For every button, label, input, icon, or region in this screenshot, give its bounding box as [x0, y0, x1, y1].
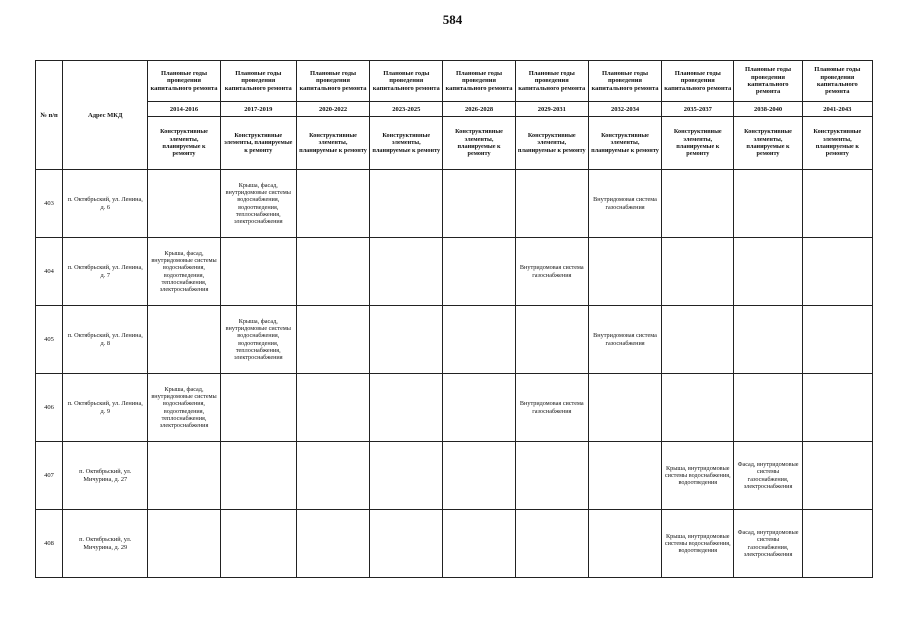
table-row — [36, 306, 873, 374]
repair-elements-cell — [662, 238, 734, 306]
row-number: 403 — [36, 170, 63, 238]
header-elements: Конструктивные элементы, планируемые к ремонту — [220, 117, 296, 170]
repair-elements-cell — [734, 374, 802, 442]
header-period-title: Плановые годы проведения капитального ремонта — [148, 61, 220, 102]
page-number: 584 — [442, 12, 463, 27]
row-number: 404 — [36, 238, 63, 306]
repair-elements-cell — [662, 306, 734, 374]
repair-elements-cell — [370, 306, 443, 374]
repair-elements-cell: Фасад, внутридомовые системы газоснабжения, электроснабжения — [734, 510, 802, 578]
row-number: 406 — [36, 374, 63, 442]
repair-elements-cell — [296, 306, 369, 374]
table-row — [36, 170, 873, 238]
table-row — [36, 510, 873, 578]
header-period-years: 2014-2016 — [148, 102, 220, 117]
repair-elements-cell — [802, 442, 872, 510]
header-elements: Конструктивные элементы, планируемые к ремонту — [443, 117, 515, 170]
row-address: п. Октябрьский, ул. Ленина, д. 7 — [63, 238, 148, 306]
repair-elements-cell — [296, 238, 369, 306]
header-address: Адрес МКД — [63, 61, 148, 170]
row-address: п. Октябрьский, ул. Ленина, д. 8 — [63, 306, 148, 374]
table-row — [36, 442, 873, 510]
repair-elements-cell — [296, 442, 369, 510]
repair-elements-cell: Крыша, фасад, внутридомовые системы водоснабжения, водоотведения, теплоснабжения, электроснабжения — [148, 238, 220, 306]
repair-elements-cell — [802, 374, 872, 442]
repair-elements-cell: Крыша, внутридомовые системы водоснабжения, водоотведения — [662, 510, 734, 578]
header-period-title: Плановые годы проведения капитального ремонта — [515, 61, 588, 102]
header-period-years: 2029-2031 — [515, 102, 588, 117]
repair-elements-cell — [802, 238, 872, 306]
repair-elements-cell — [370, 238, 443, 306]
header-number: № п/п — [36, 61, 63, 170]
row-address: п. Октябрьский, ул. Ленина, д. 9 — [63, 374, 148, 442]
repair-elements-cell — [148, 306, 220, 374]
row-address: п. Октябрьский, ул. Мичурина, д. 27 — [63, 442, 148, 510]
header-period-title: Плановые годы проведения капитального ремонта — [662, 61, 734, 102]
repair-elements-cell — [443, 510, 515, 578]
repair-elements-cell — [802, 510, 872, 578]
header-period-years: 2038-2040 — [734, 102, 802, 117]
table-row — [36, 238, 873, 306]
header-elements: Конструктивные элементы, планируемые к ремонту — [370, 117, 443, 170]
repair-elements-cell — [148, 442, 220, 510]
repair-elements-cell — [370, 374, 443, 442]
repair-elements-cell — [443, 238, 515, 306]
repair-elements-cell: Внутридомовая система газоснабжения — [515, 238, 588, 306]
repair-elements-cell — [220, 238, 296, 306]
repair-elements-cell — [148, 170, 220, 238]
repair-elements-cell — [588, 238, 661, 306]
repair-elements-cell: Фасад, внутридомовые системы газоснабжения, электроснабжения — [734, 442, 802, 510]
header-period-years: 2032-2034 — [588, 102, 661, 117]
repair-elements-cell — [802, 170, 872, 238]
repair-elements-cell — [220, 510, 296, 578]
header-period-years: 2035-2037 — [662, 102, 734, 117]
repair-elements-cell — [734, 238, 802, 306]
repair-elements-cell — [734, 170, 802, 238]
repair-elements-cell — [588, 510, 661, 578]
header-elements: Конструктивные элементы, планируемые к ремонту — [802, 117, 872, 170]
header-period-title: Плановые годы проведения капитального ремонта — [296, 61, 369, 102]
repair-elements-cell: Внутридомовая система газоснабжения — [588, 306, 661, 374]
repair-elements-cell — [443, 374, 515, 442]
header-period-title: Плановые годы проведения капитального ремонта — [220, 61, 296, 102]
repair-elements-cell — [220, 442, 296, 510]
header-period-title: Плановые годы проведения капитального ремонта — [443, 61, 515, 102]
header-period-years: 2023-2025 — [370, 102, 443, 117]
repair-elements-cell: Внутридомовая система газоснабжения — [515, 374, 588, 442]
repair-elements-cell — [802, 306, 872, 374]
header-elements: Конструктивные элементы, планируемые к ремонту — [734, 117, 802, 170]
repair-elements-cell: Внутридомовая система газоснабжения — [588, 170, 661, 238]
repair-elements-cell — [515, 442, 588, 510]
header-period-years: 2020-2022 — [296, 102, 369, 117]
header-period-years: 2017-2019 — [220, 102, 296, 117]
repair-elements-cell — [588, 374, 661, 442]
repair-elements-cell — [515, 306, 588, 374]
repair-elements-cell — [443, 170, 515, 238]
repair-elements-cell — [443, 442, 515, 510]
row-address: п. Октябрьский, ул. Ленина, д. 6 — [63, 170, 148, 238]
row-number: 408 — [36, 510, 63, 578]
repair-elements-cell — [370, 442, 443, 510]
repair-elements-cell — [370, 510, 443, 578]
row-address: п. Октябрьский, ул. Мичурина, д. 29 — [63, 510, 148, 578]
row-number: 407 — [36, 442, 63, 510]
header-elements: Конструктивные элементы, планируемые к ремонту — [515, 117, 588, 170]
repair-elements-cell — [443, 306, 515, 374]
repair-elements-cell — [220, 374, 296, 442]
header-period-title: Плановые годы проведения капитального ремонта — [734, 61, 802, 102]
repair-elements-cell — [515, 510, 588, 578]
repair-elements-cell: Крыша, фасад, внутридомовые системы водоснабжения, водоотведения, теплоснабжения, электроснабжения — [148, 374, 220, 442]
repair-elements-cell — [734, 306, 802, 374]
repair-elements-cell — [662, 374, 734, 442]
repair-elements-cell — [370, 170, 443, 238]
header-period-title: Плановые годы проведения капитального ремонта — [802, 61, 872, 102]
table-header — [36, 61, 873, 170]
repair-elements-cell: Крыша, фасад, внутридомовые системы водоснабжения, водоотведения, теплоснабжения, электроснабжения — [220, 170, 296, 238]
repair-elements-cell: Крыша, фасад, внутридомовые системы водоснабжения, водоотведения, теплоснабжения, электроснабжения — [220, 306, 296, 374]
header-period-title: Плановые годы проведения капитального ремонта — [588, 61, 661, 102]
table-row — [36, 374, 873, 442]
repair-elements-cell: Крыша, внутридомовые системы водоснабжения, водоотведения — [662, 442, 734, 510]
header-elements: Конструктивные элементы, планируемые к ремонту — [662, 117, 734, 170]
repair-elements-cell — [148, 510, 220, 578]
table-body — [36, 170, 873, 578]
repair-elements-cell — [296, 170, 369, 238]
repair-elements-cell — [296, 374, 369, 442]
row-number: 405 — [36, 306, 63, 374]
repair-elements-cell — [662, 170, 734, 238]
header-period-title: Плановые годы проведения капитального ремонта — [370, 61, 443, 102]
header-elements: Конструктивные элементы, планируемые к ремонту — [148, 117, 220, 170]
repair-elements-cell — [296, 510, 369, 578]
header-period-years: 2026-2028 — [443, 102, 515, 117]
header-period-years: 2041-2043 — [802, 102, 872, 117]
header-elements: Конструктивные элементы, планируемые к ремонту — [588, 117, 661, 170]
repair-elements-cell — [515, 170, 588, 238]
repair-plan-table — [35, 60, 873, 578]
header-elements: Конструктивные элементы, планируемые к ремонту — [296, 117, 369, 170]
repair-elements-cell — [588, 442, 661, 510]
